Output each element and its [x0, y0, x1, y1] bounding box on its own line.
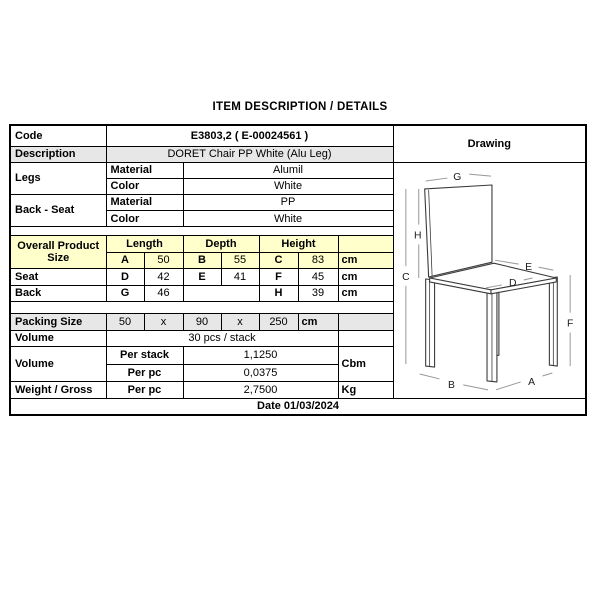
perpc-label: Per pc — [106, 364, 183, 381]
description-value: DORET Chair PP White (Alu Leg) — [106, 146, 393, 162]
packing-label: Packing Size — [10, 313, 106, 330]
back-key-h: H — [259, 285, 298, 301]
weight-perpc-label: Per pc — [106, 381, 183, 398]
weight-label: Weight / Gross — [10, 381, 106, 398]
dim-label-g: G — [452, 171, 461, 183]
back-key-g: G — [106, 285, 144, 301]
packing-sep1: x — [144, 313, 183, 330]
code-value: E3803,2 ( E-00024561 ) — [106, 125, 393, 146]
legs-material-row — [10, 162, 586, 178]
drawing-header: Drawing — [393, 125, 586, 162]
perpc-value: 0,0375 — [183, 364, 338, 381]
volume-stack-label: Volume — [10, 330, 106, 346]
dim-label-e: E — [524, 261, 532, 273]
chair-left-leg — [425, 279, 434, 367]
packing-unit: cm — [298, 313, 338, 330]
date-value: Date 01/03/2024 — [10, 398, 586, 415]
code-label: Code — [10, 125, 106, 146]
seat-depth: 41 — [221, 268, 259, 285]
legs-label: Legs — [10, 162, 106, 194]
seat-length: 42 — [144, 268, 183, 285]
chair-drawing — [394, 163, 585, 395]
legs-color-label: Color — [106, 178, 183, 194]
volume-stack-value: 30 pcs / stack — [106, 330, 338, 346]
seat-key-f: F — [259, 268, 298, 285]
back-length: 46 — [144, 285, 183, 301]
depth-header: Depth — [183, 236, 259, 253]
overall-key-b: B — [183, 252, 221, 268]
backseat-color-label: Color — [106, 211, 183, 227]
date-row — [10, 398, 586, 415]
dim-label-b: B — [447, 379, 455, 391]
overall-unit: cm — [338, 252, 393, 268]
drawing-area — [393, 162, 586, 398]
backseat-label: Back - Seat — [10, 194, 106, 227]
perstack-value: 1,1250 — [183, 346, 338, 364]
backseat-color-value: White — [183, 211, 393, 227]
packing-dim2: 90 — [183, 313, 221, 330]
description-label: Description — [10, 146, 106, 162]
code-row — [10, 125, 586, 146]
weight-value: 2,7500 — [183, 381, 338, 398]
overall-length: 50 — [144, 252, 183, 268]
volume-unit: Cbm — [338, 346, 393, 381]
perstack-label: Per stack — [106, 346, 183, 364]
back-height: 39 — [298, 285, 338, 301]
overall-depth: 55 — [221, 252, 259, 268]
seat-height: 45 — [298, 268, 338, 285]
packing-dim3: 250 — [259, 313, 298, 330]
length-header: Length — [106, 236, 183, 253]
legs-material-label: Material — [106, 162, 183, 178]
overall-height: 83 — [298, 252, 338, 268]
legs-color-value: White — [183, 178, 393, 194]
seat-key-d: D — [106, 268, 144, 285]
seat-unit: cm — [338, 268, 393, 285]
back-depth-empty — [183, 285, 259, 301]
back-unit: cm — [338, 285, 393, 301]
size-unit-header — [338, 236, 393, 253]
size-label: Overall Product Size — [10, 236, 106, 269]
volume-label: Volume — [10, 346, 106, 381]
packing-dim1: 50 — [106, 313, 144, 330]
seat-key-e: E — [183, 268, 221, 285]
overall-key-c: C — [259, 252, 298, 268]
dim-label-f: F — [566, 318, 573, 330]
backseat-material-value: PP — [183, 194, 393, 211]
dim-label-a: A — [527, 376, 535, 388]
back-label: Back — [10, 285, 106, 301]
seat-label: Seat — [10, 268, 106, 285]
volume-stack-empty — [338, 330, 393, 346]
legs-material-value: Alumil — [183, 162, 393, 178]
item-details-table — [9, 124, 587, 416]
dim-label-d: D — [508, 277, 517, 289]
backseat-material-label: Material — [106, 194, 183, 211]
page-title: ITEM DESCRIPTION / DETAILS — [212, 101, 388, 113]
dim-label-h: H — [413, 229, 422, 241]
packing-sep2: x — [221, 313, 259, 330]
weight-unit: Kg — [338, 381, 393, 398]
overall-key-a: A — [106, 252, 144, 268]
packing-empty — [338, 313, 393, 330]
chair-back-panel — [424, 184, 491, 276]
height-header: Height — [259, 236, 338, 253]
dim-label-c: C — [401, 271, 410, 283]
